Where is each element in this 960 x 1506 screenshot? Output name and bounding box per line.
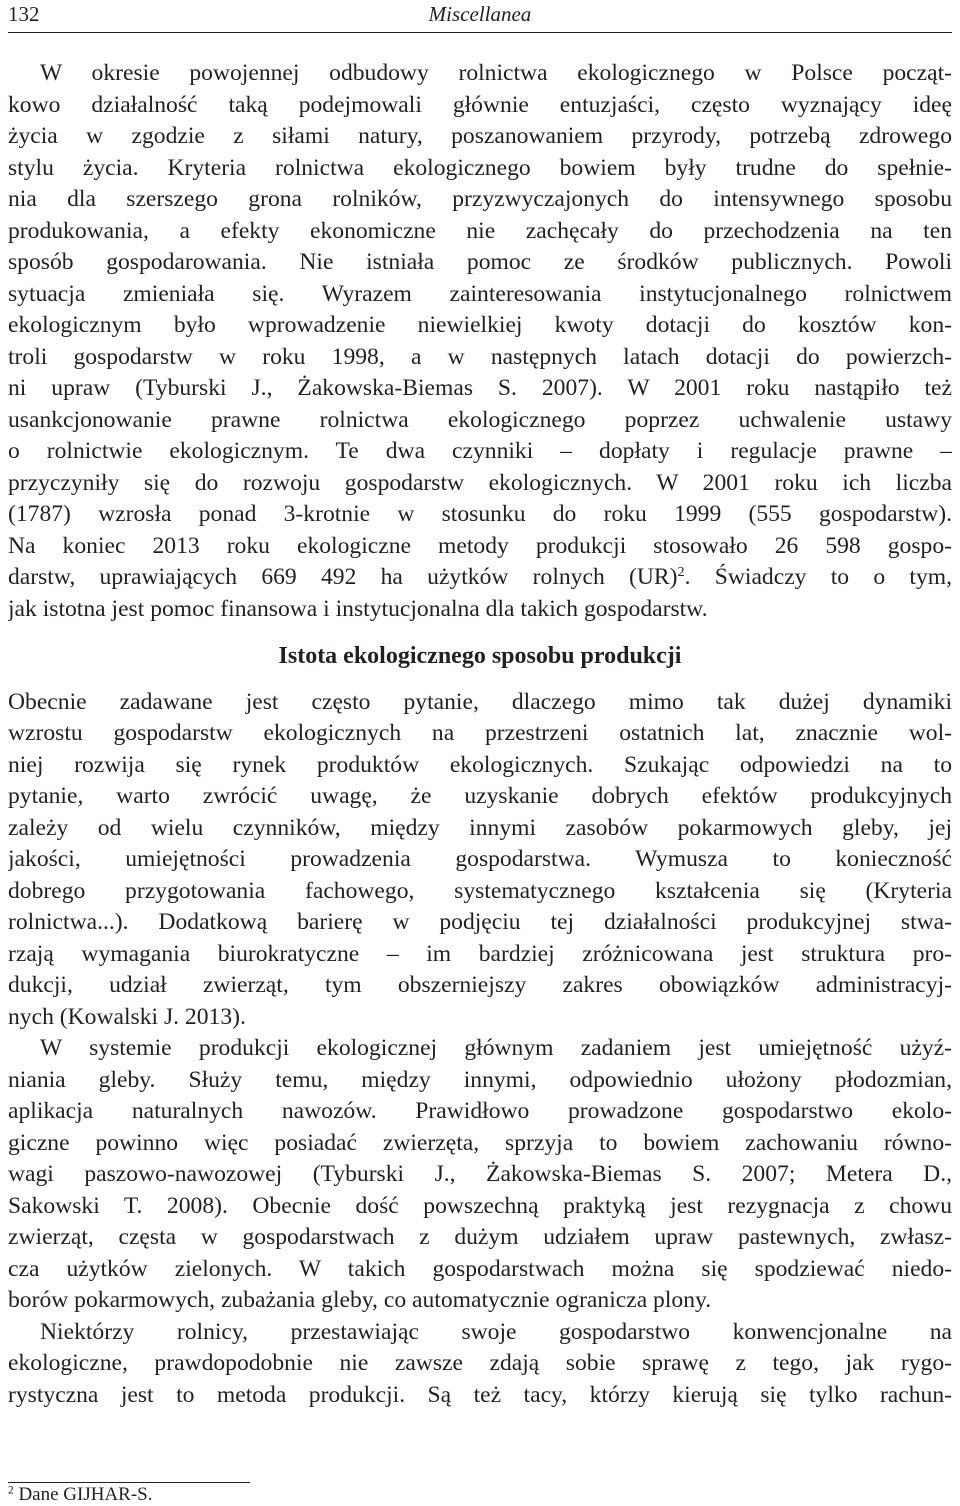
text-line: usankcjonowanie prawne rolnictwa ekologicznego poprzez uchwalenie ustawy [8, 406, 952, 433]
text-line: W systemie produkcji ekologicznej głównym zadaniem jest umiejętność użyź- [40, 1035, 952, 1061]
paragraph-1 [8, 58, 952, 625]
text-line: Obecnie zadawane jest często pytanie, dlaczego mimo tak dużej dynamiki [8, 688, 952, 715]
text-line: wagi paszowo-nawozowej (Tyburski J., Żakowska-Biemas S. 2007; Metera D., [8, 1161, 952, 1187]
text-line: stylu życia. Kryteria rolnictwa ekologicznego bowiem były trudne do spełnie- [8, 154, 952, 181]
text-line: Na koniec 2013 roku ekologiczne metody produkcji stosowało 26 598 gospo- [8, 532, 952, 559]
footnote-rule [8, 1482, 250, 1483]
text-line: życia w zgodzie z siłami natury, poszanowaniem przyrody, potrzebą zdrowego [8, 123, 952, 149]
text-line: ekologiczne, prawdopodobnie nie zawsze zdają sobie sprawę z tego, jak rygo- [8, 1350, 952, 1376]
text-line: W okresie powojennej odbudowy rolnictwa ekologicznego w Polsce począt- [40, 60, 952, 86]
text-line: troli gospodarstw w roku 1998, a w następnych latach dotacji do powierzch- [8, 343, 952, 370]
running-title: Miscellanea [428, 2, 532, 26]
text-line: niej rozwija się rynek produktów ekologicznych. Szukając odpowiedzi na to [8, 751, 952, 778]
text-line: nych (Kowalski J. 2013). [8, 1003, 246, 1030]
text-line: rzają wymagania biurokratyczne – im bardziej zróżnicowana jest struktura pro- [8, 940, 952, 967]
text-line: dukcji, udział zwierząt, tym obszerniejszy zakres obowiązków administracyj- [8, 972, 952, 998]
text-line: kowo działalność taką podejmowali głównie entuzjaści, często wyznający ideę [8, 91, 952, 118]
text-line: produkowania, a efekty ekonomiczne nie zachęcały do przechodzenia na ten [8, 217, 952, 244]
paragraph-3 [8, 1033, 952, 1317]
text-line: wzrostu gospodarstw ekologicznych na przestrzeni ostatnich lat, znacznie wol- [8, 720, 952, 746]
text-line: aplikacja naturalnych nawozów. Prawidłowo prowadzone gospodarstwo ekolo- [8, 1098, 952, 1124]
section-heading: Istota ekologicznego sposobu produkcji [278, 643, 682, 669]
text-line: rolnictwa...). Dodatkową barierę w podjęciu tej działalności produkcyjnej stwa- [8, 909, 952, 935]
header-rule [8, 32, 952, 33]
text-line: przyczyniły się do rozwoju gospodarstw ekologicznych. W 2001 roku ich liczba [8, 469, 952, 496]
footnote-reference[interactable]: 2 [677, 564, 685, 581]
page-header [8, 0, 952, 32]
text-line: rystyczna jest to metoda produkcji. Są też tacy, którzy kierują się tylko rachun- [8, 1381, 952, 1408]
text-line: borów pokarmowych, zubażania gleby, co automatycznie ogranicza plony. [8, 1287, 712, 1313]
text-line: cza użytków zielonych. W takich gospodarstwach można się spodziewać niedo- [8, 1255, 952, 1282]
paragraph-2 [8, 687, 952, 1034]
text-fragment: . Świadczy to o tym, [684, 564, 952, 590]
text-line-with-footnote [8, 562, 952, 594]
page-number: 132 [8, 2, 40, 26]
text-line: nia dla szerszego grona rolników, przyzwyczajonych do intensywnego sposobu [8, 186, 952, 212]
text-line: pytanie, warto zwrócić uwagę, że uzyskanie dobrych efektów produkcyjnych [8, 783, 952, 809]
footnote-text: Dane GIJHAR-S. [13, 1484, 153, 1505]
text-fragment: darstw, uprawiających 669 492 ha użytków rolnych (UR) [8, 564, 678, 590]
text-line: zależy od wielu czynników, między innymi zasobów pokarmowych gleby, jej [8, 814, 952, 841]
text-line: giczne powinno więc posiadać zwierzęta, sprzyja to bowiem zachowaniu równo- [8, 1129, 952, 1156]
paragraph-4 [8, 1317, 952, 1412]
text-line: jakości, umiejętności prowadzenia gospodarstwa. Wymusza to konieczność [8, 846, 952, 872]
text-line: ni upraw (Tyburski J., Żakowska-Biemas S. 2007). W 2001 roku nastąpiło też [8, 375, 952, 401]
text-line: ekologicznym było wprowadzenie niewielkiej kwoty dotacji do kosztów kon- [8, 312, 952, 338]
footnote-number: 2 [8, 1484, 14, 1497]
body-text [8, 58, 952, 1411]
text-line: jak istotna jest pomoc finansowa i instytucjonalna dla takich gospodarstw. [8, 595, 708, 622]
text-line: Niektórzy rolnicy, przestawiając swoje gospodarstwo konwencjonalne na [40, 1318, 952, 1345]
text-line: sposób gospodarowania. Nie istniała pomoc ze środków publicznych. Powoli [8, 249, 952, 275]
text-line: Sakowski T. 2008). Obecnie dość powszechną praktyką jest rezygnacja z chowu [8, 1192, 952, 1219]
text-line: niania gleby. Służy temu, między innymi, odpowiednio ułożony płodozmian, [8, 1066, 952, 1093]
text-line: zwierząt, częsta w gospodarstwach z dużym udziałem upraw pastewnych, zwłasz- [8, 1224, 952, 1250]
document-page [8, 0, 952, 1505]
text-line: dobrego przygotowania fachowego, systematycznego kształcenia się (Kryteria [8, 877, 952, 904]
text-line: (1787) wzrosła ponad 3-krotnie w stosunku do roku 1999 (555 gospodarstw). [8, 501, 952, 527]
text-line: o rolnictwie ekologicznym. Te dwa czynniki – dopłaty i regulacje prawne – [8, 438, 952, 464]
footnote [8, 1485, 153, 1505]
text-line: sytuacja zmieniała się. Wyrazem zainteresowania instytucjonalnego rolnictwem [8, 280, 952, 307]
